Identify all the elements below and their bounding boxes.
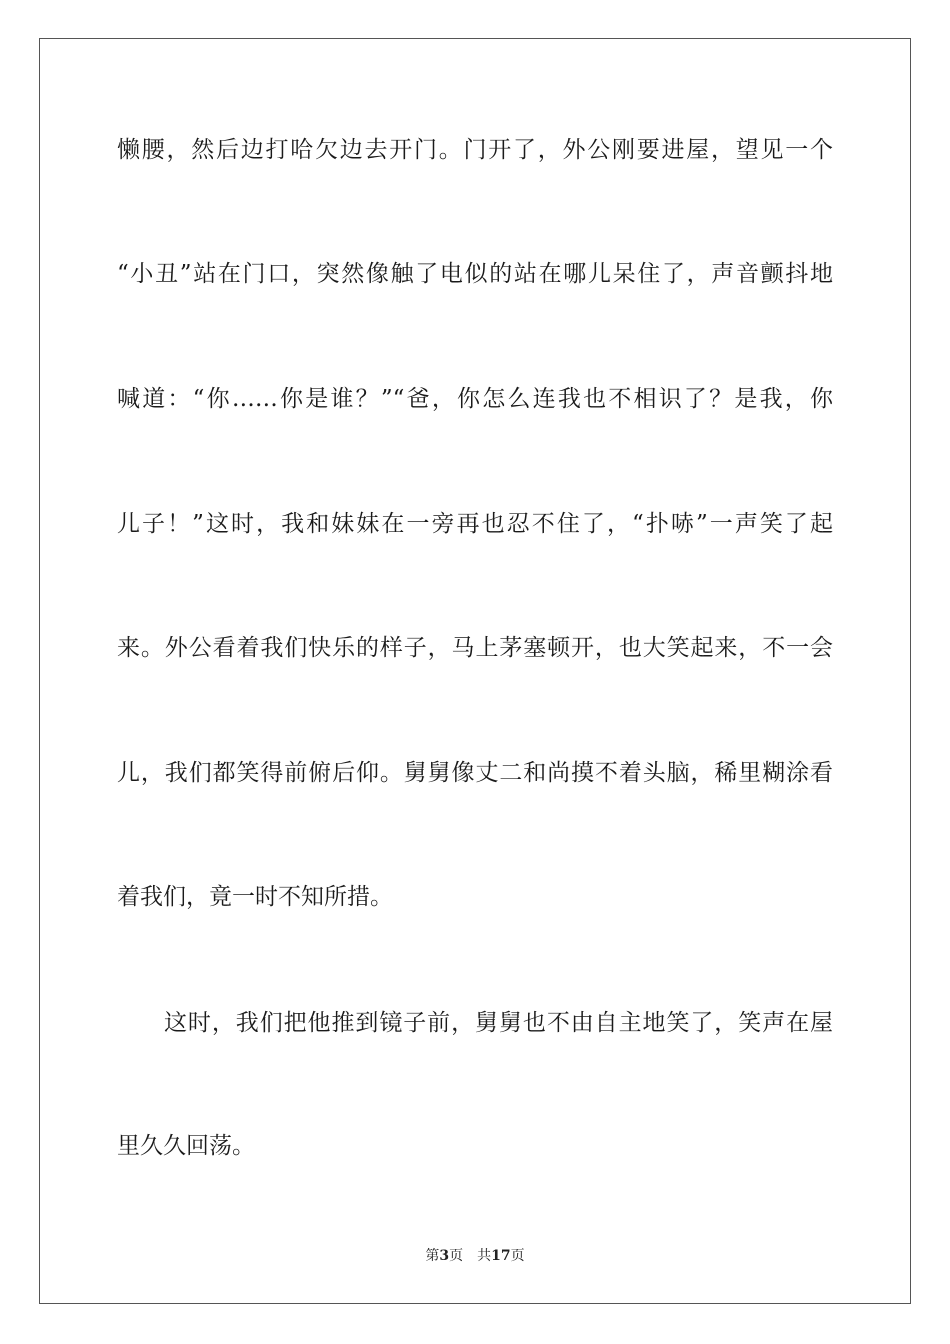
text-line-5: 来。外公看着我们快乐的样子，马上茅塞顿开，也大笑起来，不一会	[117, 635, 833, 661]
page-frame	[39, 38, 911, 1304]
text-line-7: 着我们，竟一时不知所措。	[117, 884, 393, 910]
page-prefix: 第	[425, 1248, 440, 1264]
page-number: 3	[439, 1248, 450, 1264]
text-line-2: “小丑”站在门口，突然像触了电似的站在哪儿呆住了，声音颤抖地	[117, 261, 833, 287]
text-line-6: 儿，我们都笑得前俯后仰。舅舅像丈二和尚摸不着头脑，稀里糊涂看	[117, 760, 833, 786]
text-line-9: 里久久回荡。	[117, 1133, 255, 1159]
page-suffix: 页	[449, 1248, 464, 1264]
total-pages: 17	[491, 1248, 511, 1264]
page-footer	[0, 1247, 950, 1265]
text-line-1: 懒腰，然后边打哈欠边去开门。门开了，外公刚要进屋，望见一个	[117, 137, 833, 163]
total-prefix: 共	[477, 1248, 492, 1264]
text-line-8: 这时，我们把他推到镜子前，舅舅也不由自主地笑了，笑声在屋	[164, 1010, 833, 1036]
text-line-3: 喊道：“你……你是谁？”“爸，你怎么连我也不相识了？是我，你	[117, 386, 833, 412]
text-line-4: 儿子！”这时，我和妹妹在一旁再也忍不住了，“扑哧”一声笑了起	[117, 511, 833, 537]
total-suffix: 页	[510, 1248, 525, 1264]
